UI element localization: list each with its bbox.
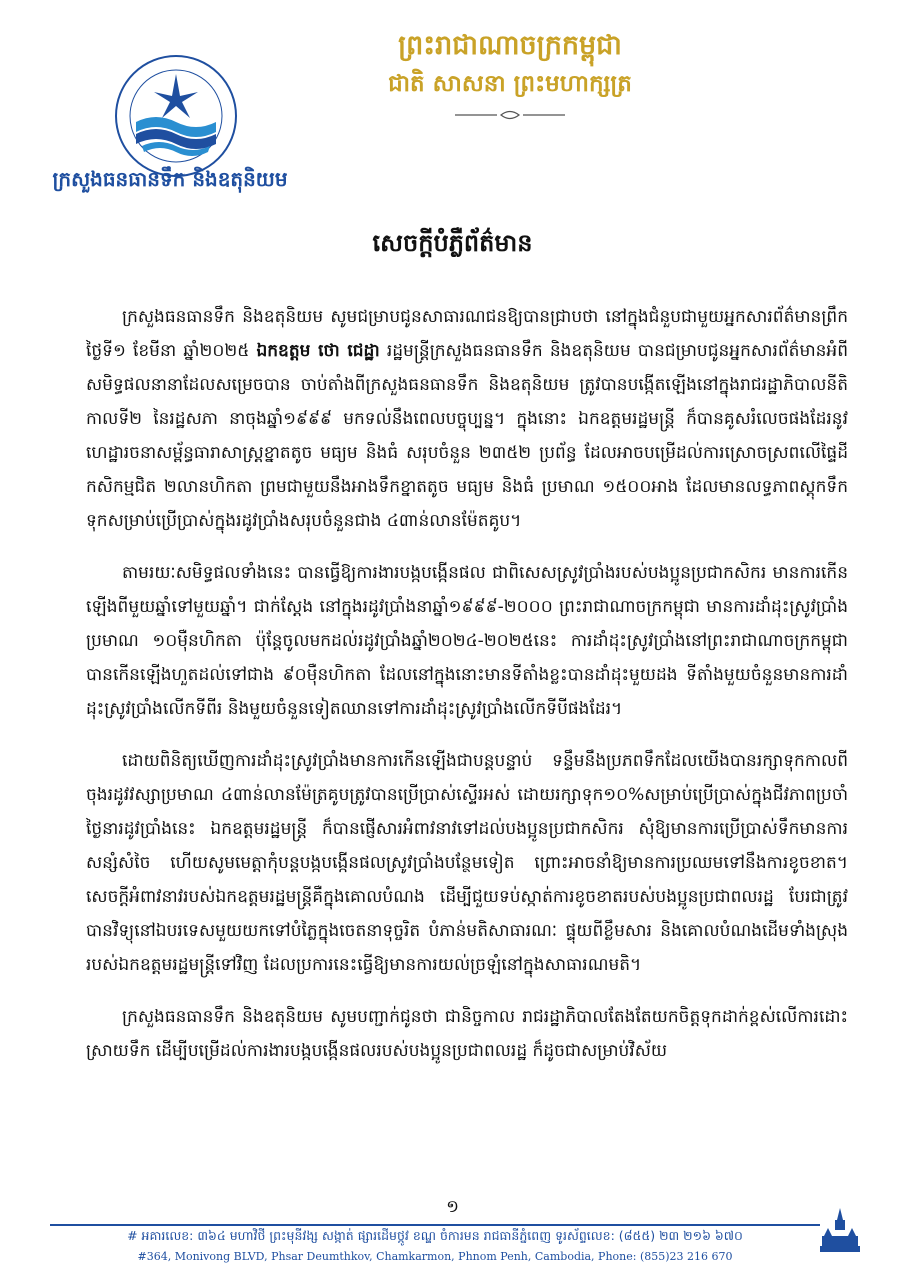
minister-name: ឯកឧត្តម ថោ ជេដ្ឋា — [256, 341, 380, 361]
paragraph-1 — [86, 300, 848, 538]
tact-ornament-icon — [455, 108, 565, 122]
kingdom-name: ព្រះរាជាណាចក្រកម្ពុជា — [398, 30, 622, 61]
paragraph-3: ដោយពិនិត្យឃើញការដាំដុះស្រូវប្រាំងមានការកើនឡើងជាបន្តបន្ទាប់ ទន្ទឹមនឹងប្រភពទឹកដែលយើងបានរក្សាទុកកាលពីចុងរដូវវស្សាប្រមាណ ៤៣ាន់លានម៉ែត្រគូបត្រូវបានប្រើប្រាស់ស្ទើរអស់ ដោយរក្សាទុក១០%សម្រាប់ប្រើប្រាស់ក្នុងជីវភាពប្រចាំថ្ងៃនារដូវប្រាំងនេះ ឯកឧត្តមរដ្ឋមន្ត្រី ក៏បានផ្ញើសារអំពាវនាវទៅដល់បងប្អូនប្រជាកសិករ សុំឱ្យមានការប្រើប្រាស់ទឹកមានការសន្សំសំចៃ ហើយសូមមេត្តាកុំបន្តបង្កបង្កើនផលស្រូវប្រាំងបន្ថែមទៀត ព្រោះអាចនាំឱ្យមានការប្រឈមទៅនឹងការខូចខាត។ សេចក្តីអំពាវនាវរបស់ឯកឧត្តមរដ្ឋមន្ត្រីគឺក្នុងគោលបំណង ដើម្បីជួយទប់ស្កាត់ការខូចខាតរបស់បងប្អូនប្រជាពលរដ្ឋ បែរជាត្រូវបានវិទ្យុនៅឯបរទេសមួយយកទៅបំភ្លៃក្នុងចេតនាទុច្ចរិត បំភាន់មតិសាធារណៈ ផ្ទុយពីខ្លឹមសារ និងគោលបំណងដើមទាំងស្រុងរបស់ឯកឧត្តមរដ្ឋមន្ត្រីទៅវិញ ដែលប្រការនេះធ្វើឱ្យមានការយល់ច្រឡំនៅក្នុងសាធារណមតិ។ — [86, 751, 848, 975]
footer-address-khmer: # អគារលេខ: ៣៦៤ មហាវិថី ព្រះមុនីវង្ស សង្កាត់ ផ្សារដើមថ្កូវ ខណ្ឌ ចំការមន រាជធានីភ្នំពេញ ទូរស័ព្ទលេខ: (៨៥៥) ២៣ ២១៦ ៦៧០ — [127, 1228, 743, 1243]
document-body — [86, 300, 848, 1086]
document-title: សេចក្តីបំភ្លឺព័ត៌មាន — [372, 229, 533, 257]
ministry-emblem-icon — [112, 52, 240, 180]
footer-divider — [50, 1224, 820, 1226]
angkor-temple-icon — [820, 1206, 860, 1254]
kingdom-header — [300, 26, 720, 122]
ministry-name: ក្រសួងធនធានទឹក និងឧតុនិយម — [52, 167, 288, 191]
national-motto: ជាតិ សាសនា ព្រះមហាក្សត្រ — [388, 71, 632, 97]
paragraph-1-rest: រដ្ឋមន្ត្រីក្រសួងធនធានទឹក និងឧតុនិយម បានជម្រាបជូនអ្នកសារព័ត៌មានអំពីសមិទ្ធផលនានាដែលសម្រេចបាន ចាប់តាំងពីក្រសួងធនធានទឹក និងឧតុនិយម ត្រូវបានបង្កើតឡើងនៅក្នុងរាជរដ្ឋាភិបាលនីតិកាលទី២ នៃរដ្ឋសភា នាចុងឆ្នាំ១៩៩៩ មកទល់នឹងពេលបច្ចុប្បន្ន។ ក្នុងនោះ ឯកឧត្តមរដ្ឋមន្ត្រី ក៏បានគូសរំលេចផងដែរនូវហេដ្ឋារចនាសម្ព័ន្ធធារាសាស្ត្រខ្នាតតូច មធ្យម និងធំ សរុបចំនួន ២៣៥២ ប្រព័ន្ធ ដែលអាចបម្រើដល់ការស្រោចស្រពលើផ្ទៃដីកសិកម្មជិត ២លានហិកតា ព្រមជាមួយនឹងអាងទឹកខ្នាតតូច មធ្យម និងធំ ប្រមាណ ១៥០០អាង ដែលមានលទ្ធភាពស្តុកទឹកទុកសម្រាប់ប្រើប្រាស់ក្នុងរដូវប្រាំងសរុបចំនួនជាង ៤៣ាន់លានម៉ែតគូប។ — [86, 341, 849, 531]
paragraph-1-start: ក្រសួងធនធានទឹក និងឧតុនិយម សូមជម្រាបជូនសាធារណជនឱ្យបានជ្រាបថា នៅក្នុងជំនួបជាមួយអ្នកសារព័ត៌មានព្រឹកថ្ងៃទី១ ខែមីនា ឆ្នាំ២០២៥ — [86, 307, 848, 361]
paragraph-2: តាមរយៈសមិទ្ធផលទាំងនេះ បានធ្វើឱ្យការងារបង្កបង្កើនផល ជាពិសេសស្រូវប្រាំងរបស់បងប្អូនប្រជាកសិករ មានការកើនឡើងពីមួយឆ្នាំទៅមួយឆ្នាំ។ ជាក់ស្តែង នៅក្នុងរដូវប្រាំងនាឆ្នាំ១៩៩៩-២០០០ ព្រះរាជាណាចក្រកម្ពុជា មានការដាំដុះស្រូវប្រាំងប្រមាណ ១០ម៉ឺនហិកតា ប៉ុន្តែចូលមកដល់រដូវប្រាំងឆ្នាំ២០២៤-២០២៥នេះ ការដាំដុះស្រូវប្រាំងនៅព្រះរាជាណាចក្រកម្ពុជាបានកើនឡើងហួតដល់ទៅជាង ៩០ម៉ឺនហិកតា ដែលនៅក្នុងនោះមានទីតាំងខ្លះបានដាំដុះមួយដង ទីតាំងមួយចំនួនមានការដាំដុះស្រូវប្រាំងលើកទីពីរ និងមួយចំនួនទៀតឈានទៅការដាំដុះស្រូវប្រាំងលើកទីបីផងដែរ។ — [86, 563, 848, 719]
footer-address-english: #364, Monivong BLVD, Phsar Deumthkov, Chamkarmon, Phnom Penh, Cambodia, Phone: (855)23 216 670 — [137, 1250, 733, 1263]
paragraph-4: ក្រសួងធនធានទឹក និងឧតុនិយម សូមបញ្ជាក់ជូនថា ជានិច្ចកាល រាជរដ្ឋាភិបាលតែងតែយកចិត្តទុកដាក់ខ្ពស់លើការដោះស្រាយទឹក ដើម្បីបម្រើដល់ការងារបង្កបង្កើនផលរបស់បងប្អូនប្រជាពលរដ្ឋ ក៏ដូចជាសម្រាប់វិស័យ — [86, 1007, 848, 1061]
page-number: ១ — [446, 1197, 459, 1217]
